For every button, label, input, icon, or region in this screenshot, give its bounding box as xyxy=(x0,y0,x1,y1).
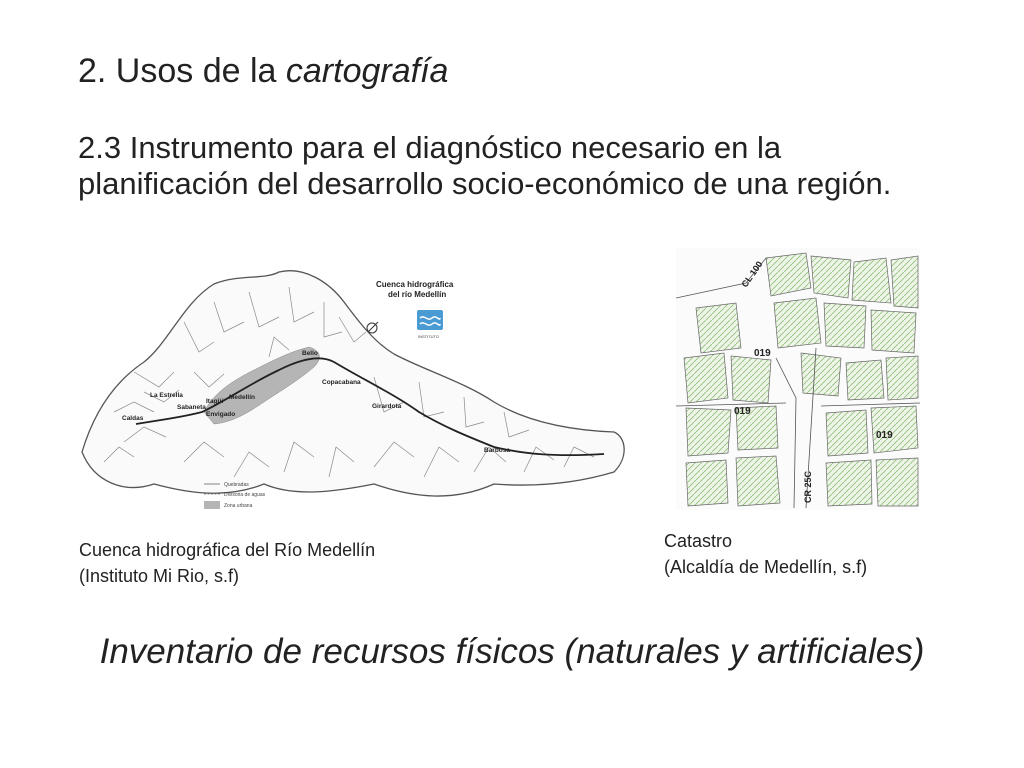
legend-item: Quebradas xyxy=(224,482,249,488)
street-label: CL 100 xyxy=(739,259,765,290)
place-label: Copacabana xyxy=(322,379,361,386)
place-label: Girardota xyxy=(372,403,402,410)
caption-line: Cuenca hidrográfica del Río Medellín xyxy=(79,540,376,560)
title-emphasis: cartografía xyxy=(285,52,449,90)
place-label: Medellín xyxy=(229,394,256,401)
slide-subtitle: 2.3 Instrumento para el diagnóstico necesario en la planificación del desarrollo socio-económico de una región. xyxy=(78,130,892,201)
block-label: 019 xyxy=(734,406,751,417)
cadastre-map xyxy=(676,248,920,510)
left-figure-caption xyxy=(79,537,375,589)
legend-item: Divisoria de aguas xyxy=(224,492,266,498)
place-label: La Estrella xyxy=(150,392,183,399)
place-label: Barbosa xyxy=(484,447,511,454)
right-figure-caption xyxy=(664,528,867,580)
caption-line: (Alcaldía de Medellín, s.f) xyxy=(664,557,868,577)
title-prefix: 2. Usos de la xyxy=(78,52,286,90)
legend-item: Zona urbana xyxy=(224,503,253,509)
caption-line: Catastro xyxy=(664,531,733,551)
logo-caption: INSTITUTO xyxy=(418,334,440,339)
block-label: 019 xyxy=(754,348,771,359)
caption-line: (Instituto Mi Rio, s.f) xyxy=(79,566,240,586)
map-title-line2: del río Medellín xyxy=(388,290,447,299)
slide-title xyxy=(78,52,448,91)
slide-footer: Inventario de recursos físicos (naturales y artificiales) xyxy=(99,632,925,671)
block-label: 019 xyxy=(876,430,893,441)
place-label: Envigado xyxy=(206,411,236,418)
place-label: Bello xyxy=(302,350,318,357)
mi-rio-logo-icon xyxy=(417,310,443,339)
parcels xyxy=(684,253,918,506)
street-label: CR 25C xyxy=(803,470,813,503)
map-title-line1: Cuenca hidrográfica xyxy=(376,280,454,289)
watershed-map xyxy=(74,262,634,522)
place-label: Itagüí xyxy=(206,398,224,405)
place-label: Sabaneta xyxy=(177,404,206,411)
north-arrow-icon xyxy=(367,322,378,333)
place-label: Caldas xyxy=(122,415,144,422)
